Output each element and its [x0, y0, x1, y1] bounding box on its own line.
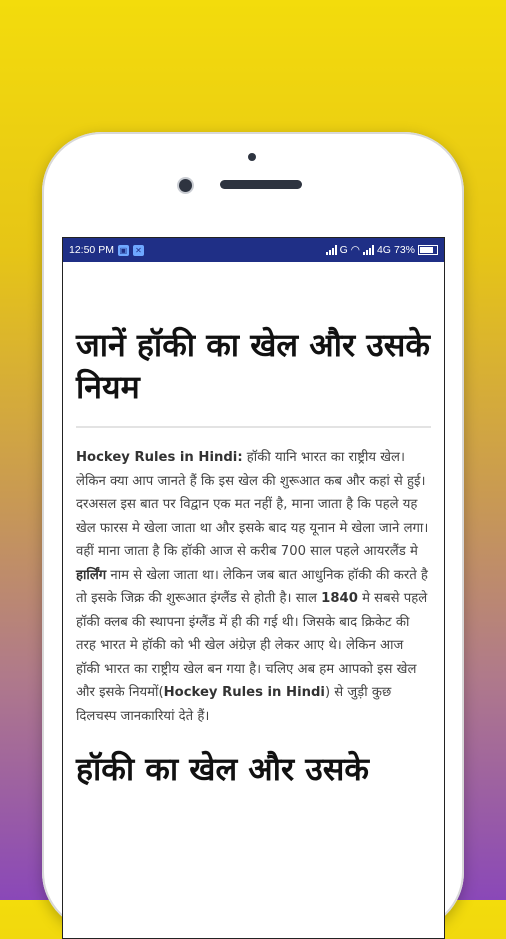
- notification-app-icon: ▣: [119, 245, 128, 255]
- paragraph-part-3: मे सबसे पहले हॉकी क्लब की स्थापना इंग्लैंड में ही की गई थी। जिसके बाद क्रिकेट की तरह भारत मे हॉकी को भी खेल अंग्रेज़ ही लेकर आए थे। लेकिन आज हॉकी भारत का राष्ट्रीय खेल बन गया है। चलिए अब हम आपको इस खेल और इसके नियमों(: [76, 591, 428, 700]
- network-type-2: 4G: [376, 244, 391, 256]
- article-subtitle: हॉकी का खेल और उसके: [76, 750, 370, 788]
- front-camera: [179, 179, 192, 192]
- rules-bold: Hockey Rules in Hindi: [163, 685, 325, 700]
- article-paragraph: [76, 446, 431, 728]
- signal-icon: [326, 245, 337, 255]
- phone-screen: [62, 237, 445, 939]
- phone-frame: [42, 132, 464, 932]
- intro-bold: Hockey Rules in Hindi:: [76, 450, 243, 465]
- status-time: 12:50 PM: [69, 244, 114, 256]
- signal-icon-2: [363, 245, 374, 255]
- earpiece-speaker: [220, 180, 302, 189]
- year-bold: 1840: [321, 591, 358, 606]
- status-bar: [63, 238, 444, 262]
- harling-bold: हार्लिंग: [76, 567, 107, 583]
- paragraph-part-4: ) से जुड़ी कुछ दिलचस्प जानकारियां देते हैं।: [76, 685, 392, 724]
- network-type: G: [339, 244, 348, 256]
- title-divider: [76, 426, 431, 428]
- notification-shuffle-icon: ✕: [133, 245, 144, 256]
- wifi-icon: ◠: [350, 244, 360, 256]
- paragraph-part-1: हॉकी यानि भारत का राष्ट्रीय खेल। लेकिन क्या आप जानते हैं कि इस खेल की शुरूआत कब और कहां से हुई। दरअसल इस बात पर विद्वान एक मत नहीं है, माना जाता है कि पहले यह खेल फारस मे खेला जाता था और इसके बाद यह यूनान मे खेला जाने लगा। वहीं माना जाता है कि हॉकी आज से करीब 700 साल पहले आयरलैंड मे: [76, 450, 429, 559]
- battery-percent: 73%: [393, 244, 415, 256]
- battery-icon: [418, 245, 438, 255]
- paragraph-part-2: नाम से खेला जाता था। लेकिन जब बात आधुनिक हॉकी की करते है तो इसके जिक्र की शुरूआत इंग्लैंड से होती है। साल: [76, 567, 428, 606]
- proximity-sensor: [248, 153, 256, 161]
- article-title: जानें हॉकी का खेल और उसके नियम: [76, 326, 430, 406]
- article-content: [63, 324, 444, 790]
